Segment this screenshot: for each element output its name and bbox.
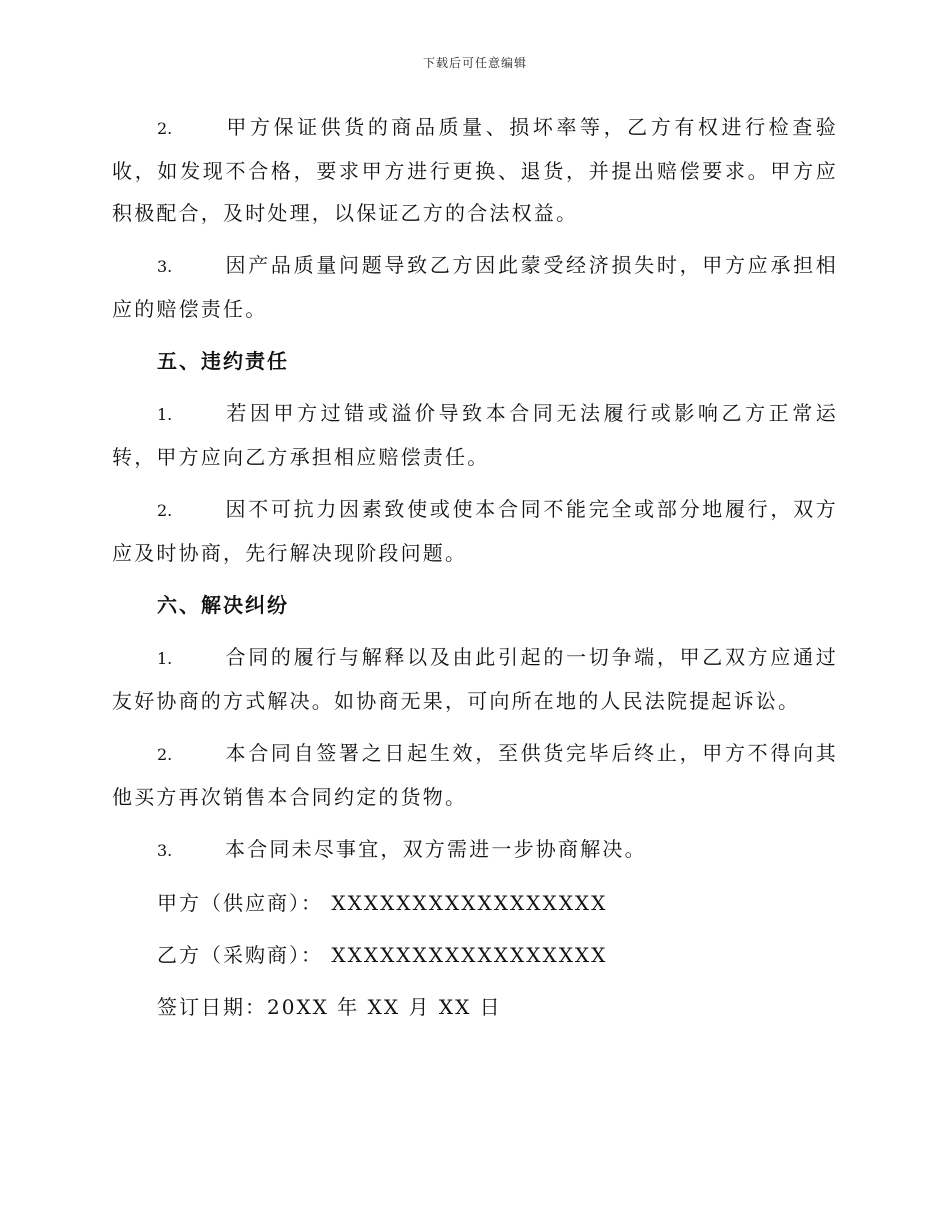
clause-number: 2. bbox=[157, 119, 173, 138]
clause-text: 甲方保证供货的商品质量、损坏率等，乙方有权进行检查验收，如发现不合格，要求甲方进行更换、退货，并提出赔偿要求。甲方应积极配合，及时处理，以保证乙方的合法权益。 bbox=[112, 115, 838, 225]
clause-number: 3. bbox=[157, 841, 173, 860]
signing-date: 签订日期：20XX 年 XX 月 XX 日 bbox=[157, 995, 502, 1019]
clause-dispute-1 bbox=[112, 636, 838, 722]
clause-dispute-3 bbox=[112, 828, 838, 872]
signature-party-a: 甲方（供应商）： XXXXXXXXXXXXXXXXX bbox=[157, 891, 608, 915]
section-heading-breach: 五、违约责任 bbox=[157, 349, 289, 373]
clause-dispute-2 bbox=[112, 732, 838, 818]
clause-breach-2 bbox=[112, 488, 838, 574]
clause-text: 合同的履行与解释以及由此引起的一切争端，甲乙双方应通过友好协商的方式解决。如协商无果，可向所在地的人民法院提起诉讼。 bbox=[112, 645, 838, 713]
clause-text: 因产品质量问题导致乙方因此蒙受经济损失时，甲方应承担相应的赔偿责任。 bbox=[112, 253, 838, 321]
page-header: 下载后可任意编辑 bbox=[422, 56, 527, 70]
clause-text: 本合同自签署之日起生效，至供货完毕后终止，甲方不得向其他买方再次销售本合同约定的货物。 bbox=[112, 741, 838, 809]
clause-text: 本合同未尽事宜，双方需进一步协商解决。 bbox=[225, 837, 647, 861]
clause-number: 2. bbox=[157, 501, 173, 520]
clause-number: 3. bbox=[157, 257, 173, 276]
clause-text: 若因甲方过错或溢价导致本合同无法履行或影响乙方正常运转，甲方应向乙方承担相应赔偿责任。 bbox=[112, 401, 838, 469]
section-heading-dispute: 六、解决纠纷 bbox=[157, 593, 289, 617]
clause-number: 1. bbox=[157, 405, 173, 424]
clause-number: 2. bbox=[157, 745, 173, 764]
clause-number: 1. bbox=[157, 649, 173, 668]
clause-quality-3 bbox=[112, 244, 838, 330]
clause-breach-1 bbox=[112, 392, 838, 478]
clause-quality-2 bbox=[112, 106, 838, 234]
document-body bbox=[112, 106, 838, 1038]
signature-party-b: 乙方（采购商）： XXXXXXXXXXXXXXXXX bbox=[157, 943, 608, 967]
clause-text: 因不可抗力因素致使或使本合同不能完全或部分地履行，双方应及时协商，先行解决现阶段问题。 bbox=[112, 497, 838, 565]
